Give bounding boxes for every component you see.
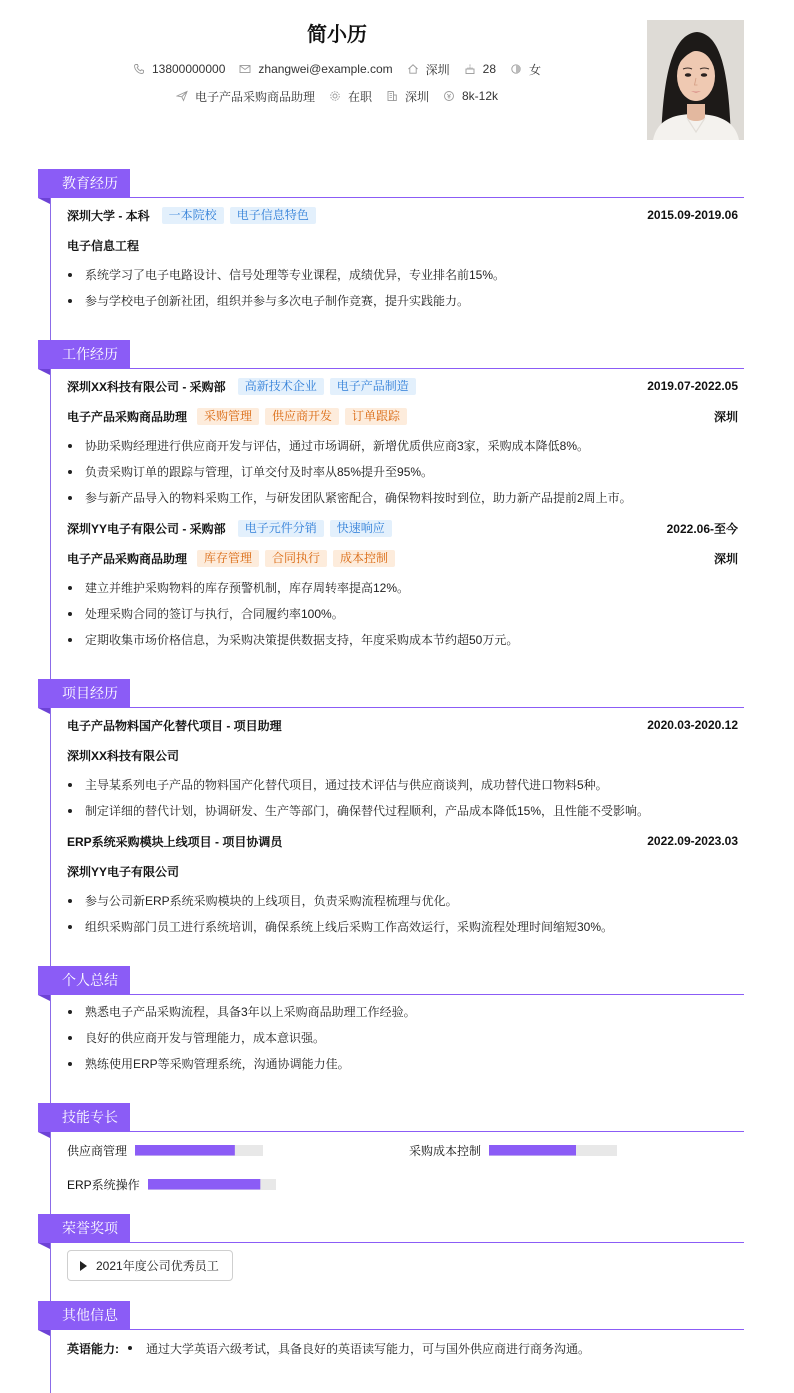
award-item (67, 1250, 233, 1281)
skill-item (67, 1141, 263, 1159)
section-tab-fold (38, 1243, 50, 1249)
position-tag: 订单跟踪 (345, 408, 407, 425)
award-text: 2021年度公司优秀员工 (96, 1259, 219, 1273)
city-text: 深圳 (425, 62, 450, 77)
list-item: 组织采购部门员工进行系统培训，确保系统上线后采购工作高效运行，采购流程处理时间缩短30%。 (67, 918, 738, 936)
position-name: 电子产品采购商品助理 (67, 551, 188, 566)
gender-item (510, 60, 541, 78)
cake-icon (464, 63, 476, 75)
section-title: 技能专长 (38, 1103, 130, 1132)
section-tab-fold (38, 198, 50, 204)
list-item: 系统学习了电子电路设计、信号处理等专业课程，成绩优异，专业排名前15%。 (67, 266, 738, 284)
work-company-row (67, 377, 738, 395)
age-item (464, 60, 496, 78)
list-item: 参与新产品导入的物料采购工作，与研发团队紧密配合，确保物料按时到位，助力新产品提前2周上市。 (67, 489, 738, 507)
bullet-dot (128, 1346, 132, 1350)
project-header (67, 832, 738, 850)
school-tag: 电子信息特色 (230, 207, 316, 224)
company-name: 深圳YY电子有限公司 - 采购部 (67, 521, 226, 536)
work-company-row (67, 519, 738, 537)
section-education (38, 169, 744, 198)
company-name: 深圳XX科技有限公司 - 采购部 (67, 379, 226, 394)
section-projects (38, 679, 744, 708)
candidate-name: 简小历 (307, 24, 367, 46)
other-info-row (67, 1339, 738, 1357)
section-title: 个人总结 (38, 966, 130, 995)
work-period: 2019.07-2022.05 (647, 379, 738, 393)
list-item: 熟练使用ERP等采购管理系统，沟通协调能力佳。 (67, 1055, 738, 1073)
position-tag: 采购管理 (197, 408, 259, 425)
section-tab-fold (38, 1132, 50, 1138)
company-tag: 快速响应 (330, 520, 392, 537)
send-icon (176, 90, 188, 102)
project-name: ERP系统采购模块上线项目 - 项目协调员 (67, 834, 283, 849)
salary-text: 8k-12k (462, 89, 499, 103)
profile-photo (647, 20, 744, 140)
education-header (67, 206, 738, 224)
list-item: 建立并维护采购物料的库存预警机制，库存周转率提高12%。 (67, 579, 738, 597)
intent-row (0, 87, 674, 105)
skill-bar-fill (489, 1145, 576, 1156)
section-tab-fold (38, 995, 50, 1001)
work-city-text: 深圳 (404, 89, 429, 104)
salary-item (443, 87, 498, 105)
list-item: 参与公司新ERP系统采购模块的上线项目，负责采购流程梳理与优化。 (67, 892, 738, 910)
mail-icon (239, 63, 251, 75)
section-summary (38, 966, 744, 995)
skill-bar (489, 1145, 617, 1156)
company-tag: 电子元件分销 (238, 520, 324, 537)
skill-name: 供应商管理 (67, 1143, 128, 1158)
section-title: 教育经历 (38, 169, 130, 198)
list-item: 协助采购经理进行供应商开发与评估，通过市场调研，新增优质供应商3家，采购成本降低8%。 (67, 437, 738, 455)
work-location: 深圳 (713, 551, 738, 566)
building-icon (386, 90, 398, 102)
gender-icon (510, 63, 522, 75)
status-item (329, 87, 372, 105)
play-icon (80, 1261, 87, 1271)
list-item: 良好的供应商开发与管理能力，成本意识强。 (67, 1029, 738, 1047)
job-target-text: 电子产品采购商品助理 (194, 89, 315, 104)
work-location: 深圳 (713, 409, 738, 424)
skill-bar (135, 1145, 263, 1156)
section-divider (38, 1329, 744, 1330)
work-period: 2022.06-至今 (666, 521, 738, 536)
education-period: 2015.09-2019.06 (647, 208, 738, 222)
section-divider (38, 1131, 744, 1132)
major-name: 电子信息工程 (67, 238, 140, 253)
skill-name: ERP系统操作 (67, 1177, 140, 1192)
school-name: 深圳大学 - 本科 (67, 208, 150, 223)
project-org: 深圳YY电子有限公司 (67, 864, 180, 879)
project-name: 电子产品物料国产化替代项目 - 项目助理 (67, 718, 282, 733)
section-divider (38, 368, 744, 369)
email-item (239, 60, 392, 78)
position-tag: 成本控制 (333, 550, 395, 567)
list-item: 定期收集市场价格信息，为采购决策提供数据支持，年度采购成本节约超50万元。 (67, 631, 738, 649)
city-item (407, 60, 450, 78)
company-tag: 高新技术企业 (238, 378, 324, 395)
age-text: 28 (482, 62, 497, 76)
skill-bar-fill (135, 1145, 235, 1156)
project-header (67, 716, 738, 734)
gender-text: 女 (529, 62, 542, 77)
work-position-row (67, 407, 738, 425)
major-row (67, 236, 738, 254)
work-city-item (386, 87, 429, 105)
skill-bar (148, 1179, 276, 1190)
position-name: 电子产品采购商品助理 (67, 409, 188, 424)
list-item: 熟悉电子产品采购流程，具备3年以上采购商品助理工作经验。 (67, 1003, 738, 1021)
section-tab-fold (38, 708, 50, 714)
list-item: 制定详细的替代计划，协调研发、生产等部门，确保替代过程顺利，产品成本降低15%，且性能不受影响。 (67, 802, 738, 820)
phone-text: 13800000000 (151, 62, 226, 76)
contact-row (0, 60, 674, 78)
list-item: 处理采购合同的签订与执行，合同履约率100%。 (67, 605, 738, 623)
other-info-value: 通过大学英语六级考试，具备良好的英语读写能力，可与国外供应商进行商务沟通。 (146, 1341, 591, 1356)
section-title: 工作经历 (38, 340, 130, 369)
project-org-row (67, 862, 738, 880)
section-awards (38, 1214, 744, 1243)
portrait-illustration (647, 20, 744, 140)
project-org-row (67, 746, 738, 764)
section-divider (38, 197, 744, 198)
section-divider (38, 707, 744, 708)
list-item: 参与学校电子创新社团，组织并参与多次电子制作竞赛，提升实践能力。 (67, 292, 738, 310)
position-tag: 库存管理 (197, 550, 259, 567)
coin-icon (443, 90, 455, 102)
section-work (38, 340, 744, 369)
skill-item (409, 1141, 617, 1159)
skill-item (67, 1175, 276, 1193)
section-skills (38, 1103, 744, 1132)
skill-bar-fill (148, 1179, 261, 1190)
home-icon (407, 63, 419, 75)
position-tag: 供应商开发 (265, 408, 339, 425)
project-period: 2022.09-2023.03 (647, 834, 738, 848)
gear-icon (329, 90, 341, 102)
job-target-item (176, 87, 315, 105)
position-tag: 合同执行 (265, 550, 327, 567)
section-other (38, 1301, 744, 1330)
section-title: 其他信息 (38, 1301, 130, 1330)
section-tab-fold (38, 369, 50, 375)
list-item: 负责采购订单的跟踪与管理，订单交付及时率从85%提升至95%。 (67, 463, 738, 481)
project-period: 2020.03-2020.12 (647, 718, 738, 732)
school-tag: 一本院校 (162, 207, 224, 224)
list-item: 主导某系列电子产品的物料国产化替代项目，通过技术评估与供应商谈判，成功替代进口物料5种。 (67, 776, 738, 794)
work-position-row (67, 549, 738, 567)
other-info-key: 英语能力: (67, 1341, 119, 1356)
email-text: zhangwei@example.com (258, 62, 393, 76)
project-org: 深圳XX科技有限公司 (67, 748, 180, 763)
company-tag: 电子产品制造 (330, 378, 416, 395)
section-divider (38, 1242, 744, 1243)
section-tab-fold (38, 1330, 50, 1336)
skill-name: 采购成本控制 (409, 1143, 482, 1158)
section-title: 荣誉奖项 (38, 1214, 130, 1243)
section-title: 项目经历 (38, 679, 130, 708)
phone-icon (133, 63, 145, 75)
phone-item (133, 60, 225, 78)
section-divider (38, 994, 744, 995)
status-text: 在职 (347, 89, 372, 104)
